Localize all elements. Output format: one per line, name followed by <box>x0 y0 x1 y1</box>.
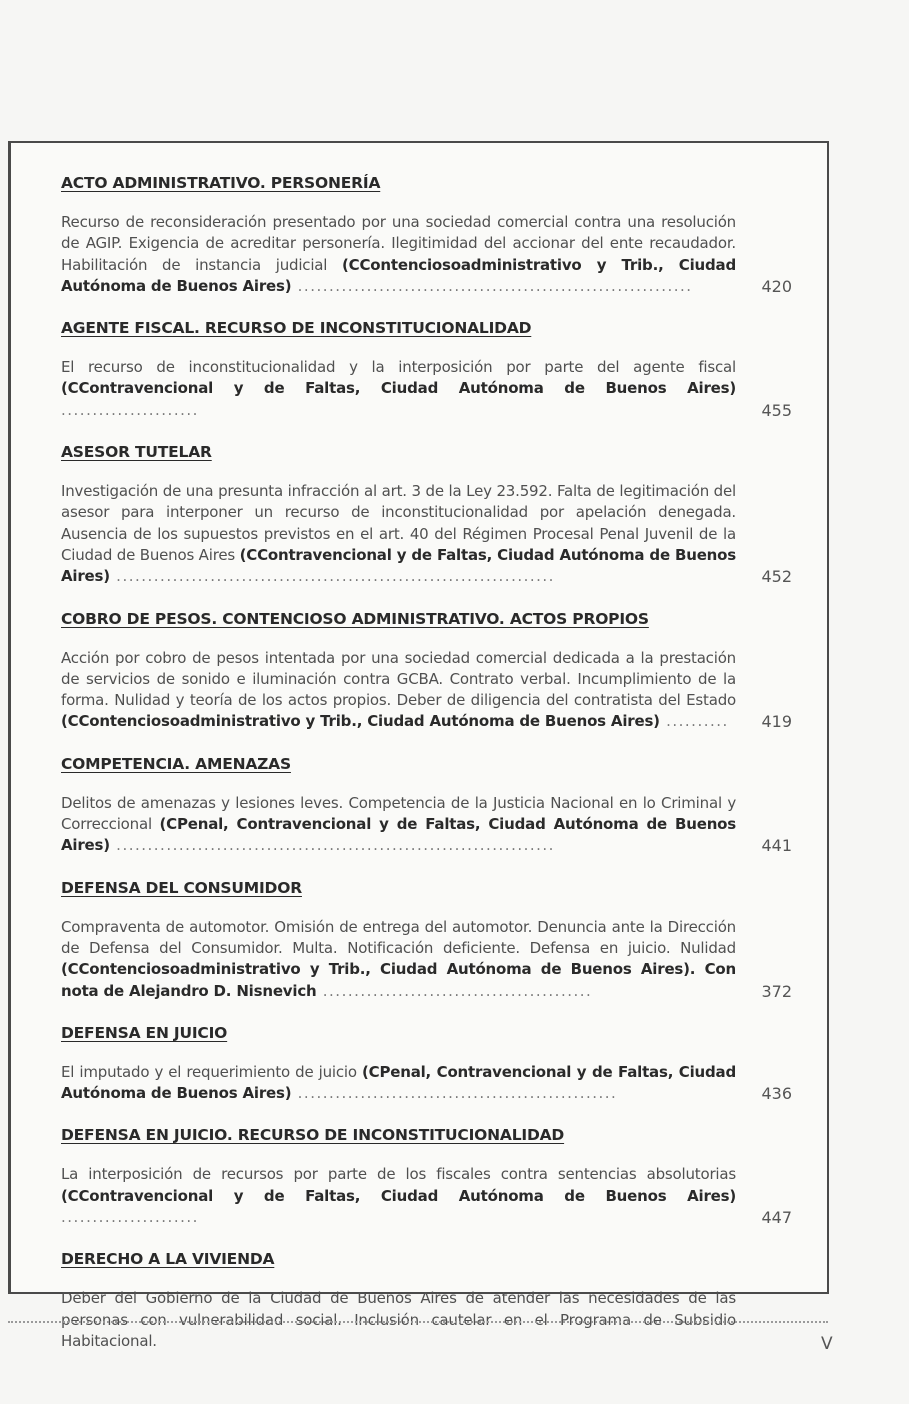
entry-heading: COBRO DE PESOS. CONTENCIOSO ADMINISTRATIVO. ACTOS PROPIOS <box>61 609 649 628</box>
index-entry <box>61 172 796 297</box>
entry-heading: AGENTE FISCAL. RECURSO DE INCONSTITUCIONALIDAD <box>61 319 532 338</box>
entry-court: (CPenal, Contravencional y de Faltas, Ciudad Autónoma de Buenos Aires) <box>61 815 737 855</box>
dot-leader: ............................................................... <box>291 276 693 295</box>
entry-text: Delitos de amenazas y lesiones leves. Competencia de la Justicia Nacional en lo Criminal y Correccional <box>61 793 736 834</box>
index-entry <box>61 608 796 733</box>
index-entry <box>61 441 796 587</box>
entry-body <box>61 212 736 297</box>
entry-heading: DEFENSA DEL CONSUMIDOR <box>61 878 302 897</box>
index-entry <box>61 753 796 857</box>
entry-court: (CContravencional y de Faltas, Ciudad Autónoma de Buenos Aires) <box>61 545 736 586</box>
entry-text: La interposición de recursos por parte de los fiscales contra sentencias absolutorias <box>61 1165 736 1184</box>
entry-page-number: 441 <box>761 836 792 856</box>
entry-body <box>61 648 736 733</box>
dot-leader: ...................................................................... <box>109 836 555 855</box>
entry-body <box>61 481 736 587</box>
entry-body <box>61 1164 736 1228</box>
page-divider <box>8 1321 828 1323</box>
index-entry <box>61 877 796 1002</box>
dot-leader: ...................... <box>61 1208 199 1227</box>
entry-body <box>61 793 736 857</box>
entry-court: (CContenciosoadministrativo y Trib., Ciudad Autónoma de Buenos Aires) <box>61 255 736 295</box>
entry-court: (CContravencional y de Faltas, Ciudad Autónoma de Buenos Aires) <box>61 379 736 398</box>
entry-text: El recurso de inconstitucionalidad y la interposición por parte del agente fiscal <box>61 358 736 377</box>
entry-heading: ASESOR TUTELAR <box>61 443 212 462</box>
index-entry <box>61 1022 796 1105</box>
entry-court: (CContenciosoadministrativo y Trib., Ciudad Autónoma de Buenos Aires) <box>61 712 660 731</box>
entry-heading: DEFENSA EN JUICIO <box>61 1023 228 1042</box>
entry-text: Acción por cobro de pesos intentada por una sociedad comercial dedicada a la prestación de servicios de sonido e iluminación contra GCBA. Contrato verbal. Incumplimiento de la forma. Nulidad y teoría de los actos propios. Deber de diligencia del contratista del Estado <box>61 648 736 710</box>
entry-page-number: 419 <box>761 712 792 732</box>
dot-leader: .......... <box>659 712 729 731</box>
dot-leader: ........................................... <box>316 981 593 1000</box>
entry-body <box>61 357 736 421</box>
dot-leader: ................................................... <box>291 1084 618 1103</box>
index-entry <box>61 317 796 421</box>
entry-heading: ACTO ADMINISTRATIVO. PERSONERÍA <box>61 174 381 192</box>
entry-court: (CContenciosoadministrativo y Trib., Ciudad Autónoma de Buenos Aires). Con nota de Alejandro D. Nisnevich <box>61 960 736 1000</box>
entry-court: (CContravencional y de Faltas, Ciudad Autónoma de Buenos Aires) <box>61 1186 736 1205</box>
entry-page-number: 420 <box>761 276 792 296</box>
entry-body <box>61 1062 736 1105</box>
entry-page-number: 447 <box>761 1208 792 1228</box>
index-entry <box>61 1248 796 1352</box>
dot-leader: ...................... <box>61 400 199 419</box>
index-content <box>61 172 796 1352</box>
entry-heading: COMPETENCIA. AMENAZAS <box>61 754 291 773</box>
entry-text: Recurso de reconsideración presentado por una sociedad comercial contra una resolución de AGIP. Exigencia de acreditar personería. Ilegitimidad del accionar del ente recaudador. Habilitación de instancia judicial <box>61 213 736 274</box>
entry-text: Investigación de una presunta infracción al art. 3 de la Ley 23.592. Falta de legitimación del asesor para interponer un recurso de inconstitucionalidad por apelación denegada. Ausencia de los supuestos previstos en el art. 40 del Régimen Procesal Penal Juvenil de la Ciudad de Buenos Aires <box>61 482 736 564</box>
entry-court: (CPenal, Contravencional y de Faltas, Ciudad Autónoma de Buenos Aires) <box>61 1062 736 1103</box>
entry-page-number: 436 <box>761 1084 792 1104</box>
page-number-roman: V <box>821 1334 833 1354</box>
entry-text: El imputado y el requerimiento de juicio <box>61 1062 362 1081</box>
entry-page-number: 452 <box>761 567 792 587</box>
index-entry <box>61 1124 796 1228</box>
entry-page-number: 372 <box>761 981 792 1001</box>
entry-heading: DEFENSA EN JUICIO. RECURSO DE INCONSTITUCIONALIDAD <box>61 1126 565 1145</box>
entry-heading: DERECHO A LA VIVIENDA <box>61 1250 275 1269</box>
entry-page-number: 455 <box>761 400 792 420</box>
entry-text: Compraventa de automotor. Omisión de entrega del automotor. Denuncia ante la Dirección de Defensa del Consumidor. Multa. Notificación deficiente. Defensa en juicio. Nulidad <box>61 917 736 957</box>
entry-body <box>61 917 736 1002</box>
entry-text: Deber del Gobierno de la Ciudad de Buenos Aires de atender las necesidades de las personas con vulnerabilidad social. Inclusión cautelar en el Programa de Subsidio Habitacional. <box>61 1289 736 1350</box>
dot-leader: ...................................................................... <box>109 567 555 586</box>
